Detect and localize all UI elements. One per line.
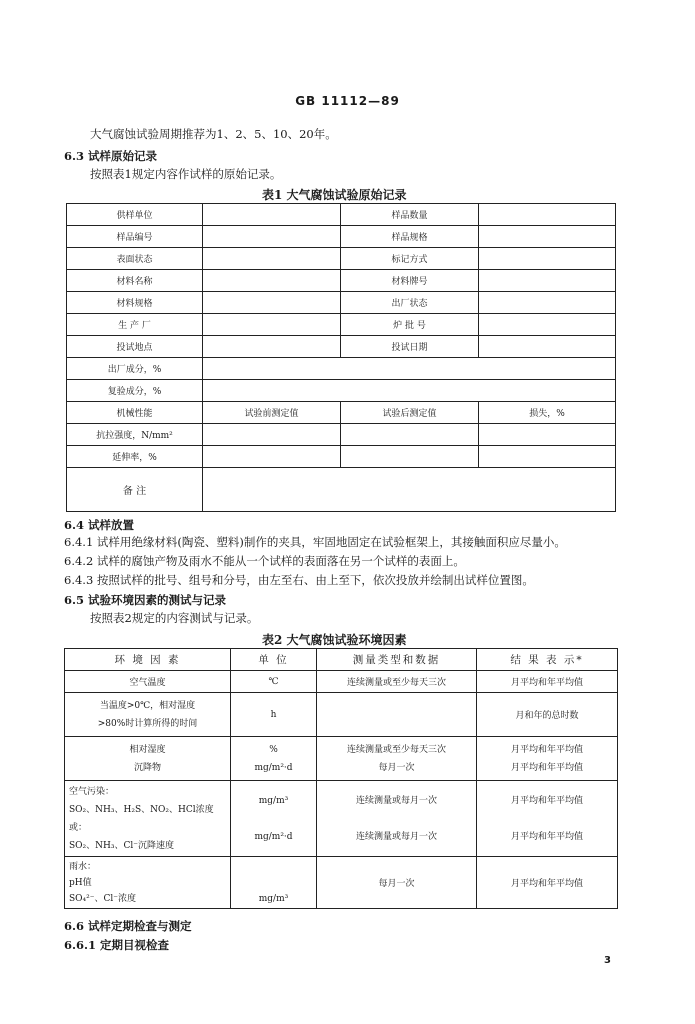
label-sample-unit: 供样单位 <box>67 204 203 226</box>
page-number: 3 <box>604 955 611 966</box>
page-header: GB 11112—89 <box>295 94 400 108</box>
table-row <box>67 292 616 314</box>
label-recheck-composition: 复验成分，% <box>67 380 203 402</box>
table2-intro: 按照表2规定的内容测试与记录。 <box>90 611 259 625</box>
label-material-name: 材料名称 <box>67 270 203 292</box>
clause-6-4-3: 6.4.3 按照试样的批号、组号和分号，由左至右、由上至下，依次投放并绘制出试样位置图。 <box>64 573 534 587</box>
table2-caption: 表2 大气腐蚀试验环境因素 <box>262 633 407 647</box>
result-wetness-time: 月和年的总时数 <box>477 693 618 737</box>
measure-rainwater: 每月一次 <box>317 857 477 909</box>
measure-air-pollution: 连续测量或每月一次 连续测量或每月一次 <box>317 781 477 857</box>
table-row <box>67 270 616 292</box>
clause-6-4-2: 6.4.2 试样的腐蚀产物及雨水不能从一个试样的表面落在另一个试样的表面上。 <box>64 554 465 568</box>
table-row <box>67 248 616 270</box>
label-remarks: 备 注 <box>67 468 203 512</box>
label-mechanical: 机械性能 <box>67 402 203 424</box>
label-factory-composition: 出厂成分，% <box>67 358 203 380</box>
table-row <box>67 468 616 512</box>
label-elongation: 延伸率，% <box>67 446 203 468</box>
table-row <box>65 649 618 671</box>
col-factor: 环 境 因 素 <box>65 649 231 671</box>
col-loss: 损失，% <box>479 402 616 424</box>
table-row <box>67 380 616 402</box>
table-row <box>67 204 616 226</box>
col-measurement: 测量类型和数据 <box>317 649 477 671</box>
table-row <box>65 671 618 693</box>
label-tensile: 抗拉强度，N/mm² <box>67 424 203 446</box>
label-sample-id: 样品编号 <box>67 226 203 248</box>
result-air-temperature: 月平均和年平均值 <box>477 671 618 693</box>
unit-celsius: ℃ <box>231 671 317 693</box>
factor-humidity-deposition: 相对湿度 沉降物 <box>65 737 231 781</box>
table-row <box>65 693 618 737</box>
cycle-sentence: 大气腐蚀试验周期推荐为1、2、5、10、20年。 <box>90 127 337 141</box>
factor-air-temperature: 空气温度 <box>65 671 231 693</box>
table-row <box>67 226 616 248</box>
label-surface-state: 表面状态 <box>67 248 203 270</box>
measure-air-temperature: 连续测量或至少每天三次 <box>317 671 477 693</box>
col-result: 结 果 表 示* <box>477 649 618 671</box>
table-row <box>65 737 618 781</box>
table-row <box>67 446 616 468</box>
table-row <box>67 358 616 380</box>
label-factory-state: 出厂状态 <box>341 292 479 314</box>
col-before-test: 试验前测定值 <box>203 402 341 424</box>
table1-caption: 表1 大气腐蚀试验原始记录 <box>262 188 407 202</box>
section-6-6-heading: 6.6 试样定期检查与测定 <box>64 919 192 933</box>
table-row <box>67 314 616 336</box>
clause-6-4-1: 6.4.1 试样用绝缘材料(陶瓷、塑料)制作的夹具，牢固地固定在试验框架上，其接触面积应尽量小。 <box>64 535 566 549</box>
section-6-5-heading: 6.5 试验环境因素的测试与记录 <box>64 593 227 607</box>
table-row <box>67 336 616 358</box>
factor-rainwater: 雨水： pH值 SO₄²⁻、Cl⁻浓度 <box>65 857 231 909</box>
label-test-site: 投试地点 <box>67 336 203 358</box>
table-row <box>65 781 618 857</box>
col-after-test: 试验后测定值 <box>341 402 479 424</box>
table-row <box>65 857 618 909</box>
label-sample-spec: 样品规格 <box>341 226 479 248</box>
table2 <box>64 648 618 909</box>
label-test-date: 投试日期 <box>341 336 479 358</box>
factor-wetness-time: 当温度>0℃，相对湿度 >80%时计算所得的时间 <box>65 693 231 737</box>
table-row <box>67 402 616 424</box>
label-manufacturer: 生 产 厂 <box>67 314 203 336</box>
label-marking: 标记方式 <box>341 248 479 270</box>
section-6-4-heading: 6.4 试样放置 <box>64 518 135 532</box>
table1-intro: 按照表1规定内容作试样的原始记录。 <box>90 167 282 181</box>
section-6-3-heading: 6.3 试样原始记录 <box>64 149 158 163</box>
unit-air-pollution: mg/m³ mg/m²·d <box>231 781 317 857</box>
unit-rainwater: mg/m³ <box>231 857 317 909</box>
result-air-pollution: 月平均和年平均值 月平均和年平均值 <box>477 781 618 857</box>
col-unit: 单 位 <box>231 649 317 671</box>
table-row <box>67 424 616 446</box>
measure-humidity-deposition: 连续测量或至少每天三次 每月一次 <box>317 737 477 781</box>
factor-air-pollution: 空气污染： SO₂、NH₃、H₂S、NO₂、HCl浓度 或： SO₂、NH₃、Cl⁻沉降速度 <box>65 781 231 857</box>
unit-hours: h <box>231 693 317 737</box>
section-6-6-1-heading: 6.6.1 定期目视检查 <box>64 938 170 952</box>
label-material-spec: 材料规格 <box>67 292 203 314</box>
label-heat-number: 炉 批 号 <box>341 314 479 336</box>
label-sample-count: 样品数量 <box>341 204 479 226</box>
table1 <box>66 203 616 512</box>
label-material-grade: 材料牌号 <box>341 270 479 292</box>
result-humidity-deposition: 月平均和年平均值 月平均和年平均值 <box>477 737 618 781</box>
result-rainwater: 月平均和年平均值 <box>477 857 618 909</box>
unit-humidity-deposition: % mg/m²·d <box>231 737 317 781</box>
